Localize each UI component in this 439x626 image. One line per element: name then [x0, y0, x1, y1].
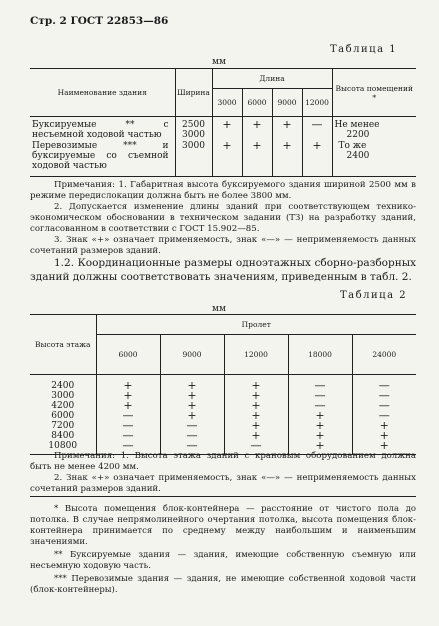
t1-row-name: Перевозимые *** и буксируемые со съемной ходовой частью: [30, 141, 175, 177]
section-paragraph: [30, 256, 416, 284]
footnote: *** Перевозимые здания — здания, не имеющие собственной ходовой части (блок-контейнеры).: [30, 574, 416, 595]
t2-mark: +: [96, 391, 160, 401]
t1-head-name: Наименование здания: [30, 69, 175, 117]
table-row: [30, 391, 416, 401]
t2-span-col: 18000: [288, 335, 352, 375]
table2-notes: [30, 451, 416, 495]
t1-head-width: Ширина: [175, 69, 212, 117]
table-row: [30, 375, 416, 391]
t2-mark: +: [224, 391, 288, 401]
t2-mark: —: [160, 421, 224, 431]
table-row: [30, 411, 416, 421]
t2-mark: —: [378, 388, 390, 402]
footnotes: [30, 504, 416, 596]
t1-row-height: [332, 117, 416, 141]
table-row: [30, 117, 416, 141]
t2-mark: —: [288, 375, 352, 391]
t2-mark: +: [160, 411, 224, 421]
t2-span-col: 9000: [160, 335, 224, 375]
t2-span-col: 6000: [96, 335, 160, 375]
t2-mark: —: [96, 431, 160, 441]
t2-mark: —: [378, 378, 390, 392]
t1-mark: +: [242, 117, 272, 141]
t1-mark: +: [272, 141, 302, 177]
note: Примечания: 1. Высота этажа зданий с крановым оборудованием должна быть не менее 4200 мм.: [30, 451, 416, 472]
note: 2. Знак «+» означает применяемость, знак «—» — неприменяемость данных сочетаний размеров зданий.: [30, 473, 416, 494]
t2-row-height: 10800: [30, 441, 96, 455]
t1-row-name: Буксируемые ** с несъемной ходовой частью: [30, 117, 175, 141]
t2-mark: —: [96, 421, 160, 431]
footnote-divider: [30, 496, 416, 497]
section-text: 1.2. Координационные размеры одноэтажных сборно-разборных зданий должны соответствовать значениям, приведенным в табл. 2.: [30, 257, 416, 283]
table2: [30, 314, 416, 455]
t1-len-col: 6000: [242, 89, 272, 117]
t1-row-width: [175, 141, 212, 177]
table-row: [30, 141, 416, 177]
t2-mark: +: [379, 418, 389, 432]
t2-mark: —: [160, 441, 224, 455]
table2-caption: Таблица 2: [340, 290, 408, 301]
t1-row-height: [332, 141, 416, 177]
t2-mark: +: [288, 421, 352, 431]
t2-mark: +: [379, 428, 389, 442]
footnote: ** Буксируемые здания — здания, имеющие собственную съемную или несъемную ходовую часть.: [30, 550, 416, 571]
t2-mark: —: [288, 401, 352, 411]
t1-mark: +: [242, 141, 272, 177]
t2-mark: +: [96, 375, 160, 391]
t2-mark: +: [160, 375, 224, 391]
t2-mark: +: [160, 391, 224, 401]
t1-head-height: Высота помещений *: [332, 69, 416, 117]
page-header: Стр. 2 ГОСТ 22853—86: [30, 15, 169, 27]
note: Примечания: 1. Габаритная высота буксируемого здания шириной 2500 мм в режиме передислокации должна быть не более 3800 мм.: [30, 180, 416, 201]
t2-head-height: Высота этажа: [30, 315, 96, 375]
t2-mark: +: [224, 375, 288, 391]
t2-mark: —: [288, 391, 352, 401]
t1-len-col: 9000: [272, 89, 302, 117]
table1-notes: [30, 180, 416, 257]
t2-row-height: 3000: [30, 391, 96, 401]
note: 2. Допускается изменение длины зданий при соответствующем технико-экономическом обосновании в техническом задании (ТЗ) на разработку зданий, согласованном в соответствии с ГОСТ 15.902—85.: [30, 202, 416, 234]
width-value: 3000: [182, 140, 205, 151]
t1-head-length: Длина: [212, 69, 332, 89]
table1-unit: мм: [212, 57, 227, 67]
t2-mark: —: [96, 411, 160, 421]
t2-mark: —: [160, 431, 224, 441]
table-row: [30, 421, 416, 431]
t2-mark: +: [288, 441, 352, 455]
t2-mark: +: [96, 401, 160, 411]
footnote: * Высота помещения блок-контейнера — расстояние от чистого пола до потолка. В случае непрямолинейного очертания потолка, высота помещения блок-контейнера принимается по среднему между наибольшим и наименьшим значениями.: [30, 504, 416, 547]
table2-unit: мм: [212, 304, 227, 314]
t1-mark: +: [212, 141, 242, 177]
t2-mark: —: [378, 398, 390, 412]
note: 3. Знак «+» означает применяемость, знак «—» — неприменяемость данных сочетаний размеров зданий.: [30, 235, 416, 256]
t2-span-col: 24000: [352, 335, 416, 375]
t1-mark: +: [272, 117, 302, 141]
t1-row-width: [175, 117, 212, 141]
t2-row-height: 7200: [30, 421, 96, 431]
width-value: 3000: [182, 130, 205, 140]
table-row: [30, 431, 416, 441]
t1-mark: —: [302, 117, 332, 141]
t2-mark: +: [224, 421, 288, 431]
height-value: 2400: [346, 150, 370, 161]
t2-mark: —: [378, 408, 390, 422]
t2-mark: +: [379, 438, 389, 452]
height-value: То же: [338, 140, 367, 151]
t1-len-col: 12000: [302, 89, 332, 117]
t2-row-height: 6000: [30, 411, 96, 421]
t2-head-span: Пролет: [96, 315, 416, 335]
t2-mark: +: [288, 411, 352, 421]
t2-mark: +: [224, 401, 288, 411]
width-value: 2500: [182, 120, 205, 130]
table1: [30, 68, 416, 177]
t1-len-col: 3000: [212, 89, 242, 117]
t2-row-height: 8400: [30, 431, 96, 441]
t2-mark: —: [224, 441, 288, 455]
t2-mark: —: [96, 441, 160, 455]
t2-mark: +: [224, 431, 288, 441]
t2-span-col: 12000: [224, 335, 288, 375]
height-value: Не менее: [334, 120, 380, 130]
table-row: [30, 401, 416, 411]
t2-mark: +: [160, 401, 224, 411]
table1-caption: Таблица 1: [330, 44, 398, 55]
t2-row-height: 4200: [30, 401, 96, 411]
t2-row-height: 2400: [30, 375, 96, 391]
t2-mark: +: [288, 431, 352, 441]
t1-mark: +: [212, 117, 242, 141]
t2-mark: +: [224, 411, 288, 421]
height-value: 2200: [346, 130, 370, 140]
t1-mark: +: [302, 141, 332, 177]
